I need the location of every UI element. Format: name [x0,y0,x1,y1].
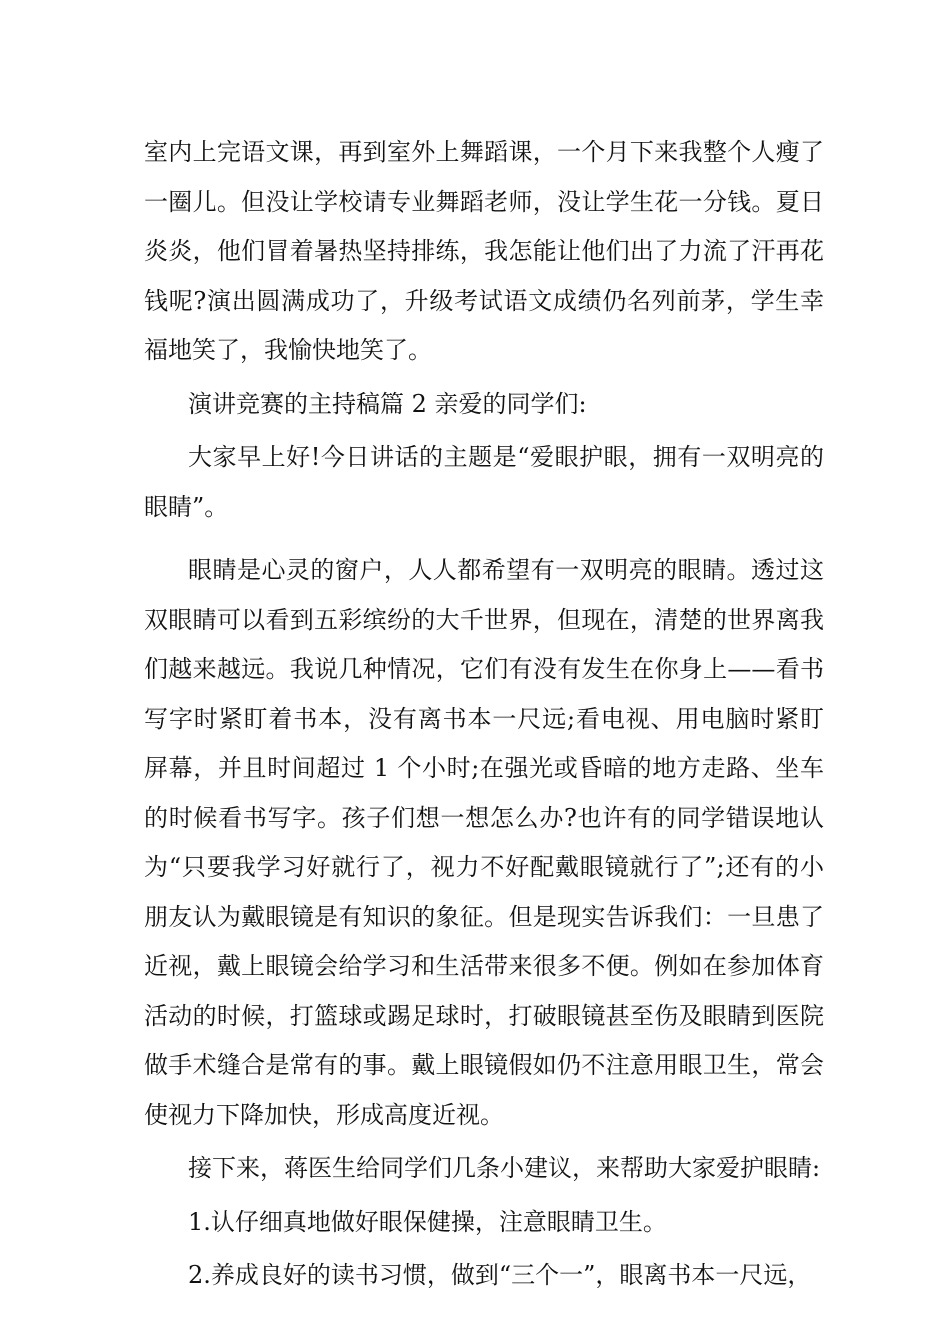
document-body [144,128,824,1301]
list-item-eye-exercise: 1.认仔细真地做好眼保健操，注意眼睛卫生。 [188,1207,667,1236]
paragraph-dance-class: 室内上完语文课，再到室外上舞蹈课，一个月下来我整个人瘦了一圈儿。但没让学校请专业舞蹈老师，没让学生花一分钱。夏日炎炎，他们冒着暑热坚持排练，我怎能让他们出了力流了汗再花钱呢?演出圆满成功了，升级考试语文成绩仍名列前茅，学生幸福地笑了，我愉快地笑了。 [144,138,824,364]
list-item-reading-habit: 2.养成良好的读书习惯，做到“三个一”，眼离书本一尺远， [188,1261,812,1289]
paragraph-speech-heading: 演讲竞赛的主持稿篇 2 亲爱的同学们: [188,389,587,418]
paragraph-doctor-advice: 接下来，蒋医生给同学们几条小建议，来帮助大家爱护眼睛: [188,1154,821,1182]
paragraph-eye-health: 眼睛是心灵的窗户，人人都希望有一双明亮的眼睛。透过这双眼睛可以看到五彩缤纷的大千世界，但现在，清楚的世界离我们越来越远。我说几种情况，它们有没有发生在你身上——看书写字时紧盯着书本，没有离书本一尺远;看电视、用电脑时紧盯屏幕，并且时间超过 1 个小时;在强光或昏暗的地方走路、坐车的时候看书写字。孩子们想一想怎么办?也许有的同学错误地认为“只要我学习好就行了，视力不好配戴眼镜就行了”;还有的小朋友认为戴眼镜是有知识的象征。但是现实告诉我们：一旦患了近视，戴上眼镜会给学习和生活带来很多不便。例如在参加体育活动的时候，打篮球或踢足球时，打破眼镜甚至伤及眼睛到医院做手术缝合是常有的事。戴上眼镜假如仍不注意用眼卫生，常会使视力下降加快，形成高度近视。 [144,556,824,1129]
paragraph-greeting-theme: 大家早上好!今日讲话的主题是“爱眼护眼，拥有一双明亮的眼睛”。 [144,443,824,521]
